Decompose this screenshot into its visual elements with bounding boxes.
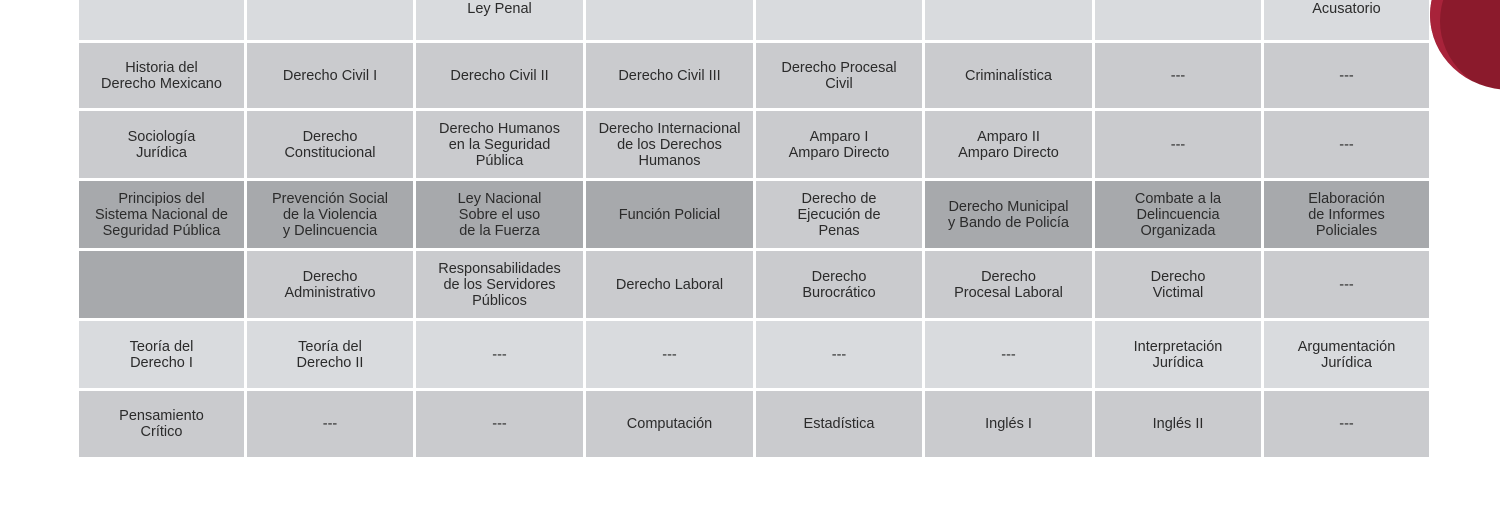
table-cell xyxy=(756,0,922,40)
table-cell: Ley Penal xyxy=(416,0,583,40)
table-cell: --- xyxy=(586,321,753,388)
table-cell: Acusatorio xyxy=(1264,0,1429,40)
table-cell: Derecho Civil I xyxy=(247,43,413,108)
table-cell: Derecho Procesal Civil xyxy=(756,43,922,108)
table-cell: Derecho Procesal Laboral xyxy=(925,251,1092,318)
table-cell: Función Policial xyxy=(586,181,753,248)
table-cell: Principios del Sistema Nacional de Seguridad Pública xyxy=(79,181,244,248)
table-cell: Derecho Civil II xyxy=(416,43,583,108)
table-cell: Interpretación Jurídica xyxy=(1095,321,1261,388)
table-cell: Derecho Laboral xyxy=(586,251,753,318)
table-cell: Derecho de Ejecución de Penas xyxy=(756,181,922,248)
table-cell: --- xyxy=(416,321,583,388)
decorative-circle xyxy=(1430,0,1500,90)
table-cell: Derecho Constitucional xyxy=(247,111,413,178)
table-cell: Teoría del Derecho II xyxy=(247,321,413,388)
table-cell: --- xyxy=(1264,43,1429,108)
table-cell: --- xyxy=(756,321,922,388)
table-cell xyxy=(586,0,753,40)
table-cell xyxy=(1095,0,1261,40)
table-cell: Derecho Humanos en la Seguridad Pública xyxy=(416,111,583,178)
table-cell: --- xyxy=(1264,251,1429,318)
table-cell: Amparo II Amparo Directo xyxy=(925,111,1092,178)
table-cell: --- xyxy=(925,321,1092,388)
table-cell: Ley Nacional Sobre el uso de la Fuerza xyxy=(416,181,583,248)
table-cell: Derecho Internacional de los Derechos Humanos xyxy=(586,111,753,178)
table-cell: --- xyxy=(416,391,583,457)
table-cell: Inglés I xyxy=(925,391,1092,457)
table-cell: Responsabilidades de los Servidores Públicos xyxy=(416,251,583,318)
table-cell: Argumentación Jurídica xyxy=(1264,321,1429,388)
table-cell: Historia del Derecho Mexicano xyxy=(79,43,244,108)
table-cell: Prevención Social de la Violencia y Delincuencia xyxy=(247,181,413,248)
table-cell: Teoría del Derecho I xyxy=(79,321,244,388)
table-cell: Criminalística xyxy=(925,43,1092,108)
curriculum-table xyxy=(79,0,1429,532)
table-cell: Derecho Municipal y Bando de Policía xyxy=(925,181,1092,248)
table-cell: Combate a la Delincuencia Organizada xyxy=(1095,181,1261,248)
table-cell: --- xyxy=(247,391,413,457)
table-cell xyxy=(79,251,244,318)
table-cell: Inglés II xyxy=(1095,391,1261,457)
table-cell: Derecho Administrativo xyxy=(247,251,413,318)
table-cell: Elaboración de Informes Policiales xyxy=(1264,181,1429,248)
table-cell: Derecho Victimal xyxy=(1095,251,1261,318)
table-cell: Sociología Jurídica xyxy=(79,111,244,178)
table-cell: --- xyxy=(1095,43,1261,108)
table-cell: Computación xyxy=(586,391,753,457)
table-cell: Pensamiento Crítico xyxy=(79,391,244,457)
table-cell xyxy=(247,0,413,40)
table-cell xyxy=(79,0,244,40)
table-cell xyxy=(925,0,1092,40)
table-cell: Derecho Burocrático xyxy=(756,251,922,318)
table-cell: --- xyxy=(1264,111,1429,178)
table-cell: --- xyxy=(1264,391,1429,457)
table-cell: Estadística xyxy=(756,391,922,457)
table-cell: Amparo I Amparo Directo xyxy=(756,111,922,178)
table-cell: --- xyxy=(1095,111,1261,178)
table-cell: Derecho Civil III xyxy=(586,43,753,108)
